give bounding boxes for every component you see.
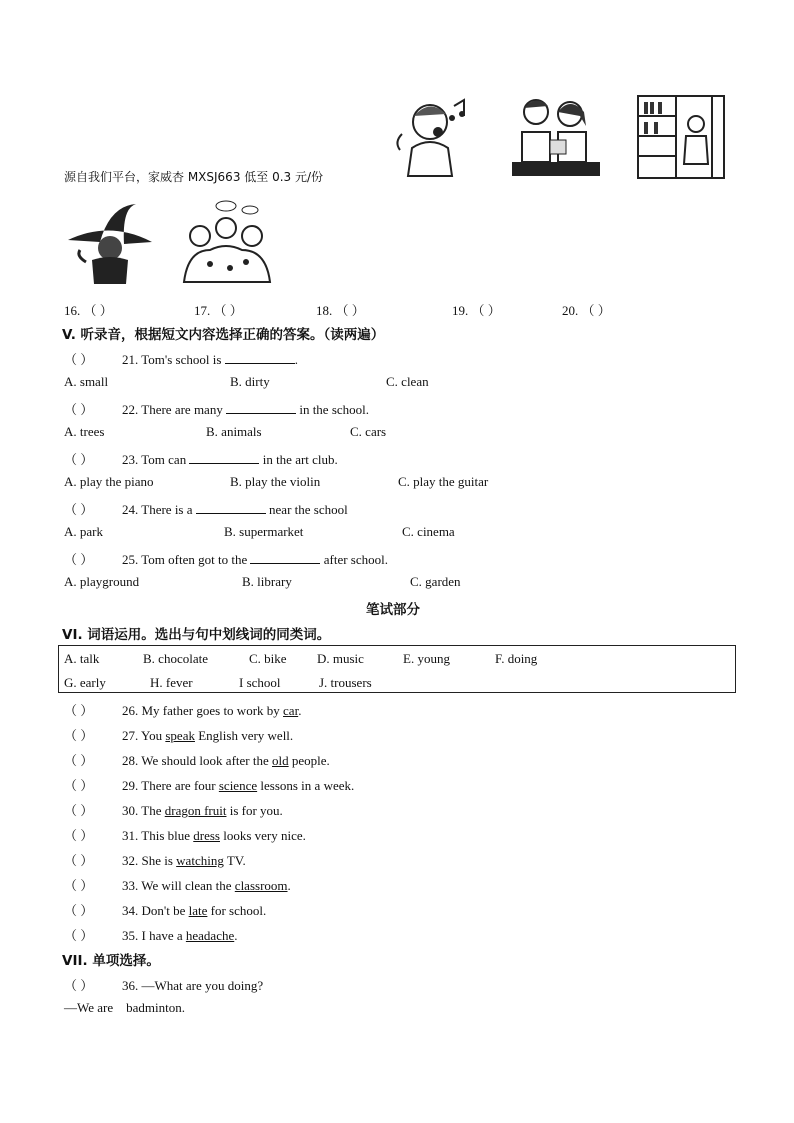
word-a: A. talk xyxy=(64,651,100,666)
question-26: （ ） 26. My father goes to work by car. xyxy=(64,703,302,718)
question-21: （ ） 21. Tom's school is . xyxy=(64,352,298,367)
section-7-title: VII. 单项选择。 xyxy=(62,953,160,969)
question-28: （ ） 28. We should look after the old people. xyxy=(64,753,330,768)
picture-answer-18[interactable]: 18. （ ） xyxy=(316,303,365,318)
question-31: （ ） 31. This blue dress looks very nice. xyxy=(64,828,306,843)
word-i: I school xyxy=(239,675,281,690)
question-36: （ ） 36. —What are you doing? xyxy=(64,978,264,993)
written-part-heading: 笔试部分 xyxy=(366,602,420,618)
word-d: D. music xyxy=(317,651,364,666)
picture-answer-17[interactable]: 17. （ ） xyxy=(194,303,243,318)
question-35: （ ） 35. I have a headache. xyxy=(64,928,238,943)
question-24: （ ） 24. There is a near the school xyxy=(64,502,348,517)
option-23b[interactable]: B. play the violin xyxy=(230,474,321,489)
question-30: （ ） 30. The dragon fruit is for you. xyxy=(64,803,283,818)
option-22a[interactable]: A. trees xyxy=(64,424,105,439)
word-c: C. bike xyxy=(249,651,287,666)
word-bank-box xyxy=(58,645,736,693)
word-j: J. trousers xyxy=(319,675,372,690)
two-children-desk-picture xyxy=(510,92,602,180)
singing-boy-picture xyxy=(388,92,474,178)
word-g: G. early xyxy=(64,675,106,690)
option-21b[interactable]: B. dirty xyxy=(230,374,270,389)
question-34: （ ） 34. Don't be late for school. xyxy=(64,903,267,918)
option-24c[interactable]: C. cinema xyxy=(402,524,455,539)
word-b: B. chocolate xyxy=(143,651,208,666)
picture-answer-19[interactable]: 19. （ ） xyxy=(452,303,501,318)
question-36-answer: —We are badminton. xyxy=(64,1000,185,1015)
option-25b[interactable]: B. library xyxy=(242,574,292,589)
option-23c[interactable]: C. play the guitar xyxy=(398,474,489,489)
question-25: （ ） 25. Tom often got to the after school. xyxy=(64,552,388,567)
hat-figure-picture xyxy=(66,202,154,286)
option-24b[interactable]: B. supermarket xyxy=(224,524,304,539)
word-f: F. doing xyxy=(495,651,538,666)
option-25c[interactable]: C. garden xyxy=(410,574,461,589)
question-32: （ ） 32. She is watching TV. xyxy=(64,853,246,868)
section-6-title: VI. 词语运用。选出与句中划线词的同类词。 xyxy=(62,627,331,643)
option-23a[interactable]: A. play the piano xyxy=(64,474,154,489)
option-22b[interactable]: B. animals xyxy=(206,424,262,439)
question-27: （ ） 27. You speak English very well. xyxy=(64,728,294,743)
source-note: 源自我们平台，家威杏 MXSJ663 低至 0.3 元/份 xyxy=(64,170,324,184)
option-22c[interactable]: C. cars xyxy=(350,424,387,439)
picture-answer-20[interactable]: 20. （ ） xyxy=(562,303,611,318)
section-5-title: V. 听录音，根据短文内容选择正确的答案。（读两遍） xyxy=(62,327,385,343)
children-group-picture xyxy=(180,198,272,284)
question-22: （ ） 22. There are many in the school. xyxy=(64,402,370,417)
question-23: （ ） 23. Tom can in the art club. xyxy=(64,452,338,467)
question-29: （ ） 29. There are four science lessons in a week. xyxy=(64,778,355,793)
picture-answer-16[interactable]: 16. （ ） xyxy=(64,303,113,318)
library-shelves-picture xyxy=(636,94,726,180)
option-24a[interactable]: A. park xyxy=(64,524,103,539)
word-e: E. young xyxy=(403,651,450,666)
word-h: H. fever xyxy=(150,675,193,690)
option-21a[interactable]: A. small xyxy=(64,374,109,389)
option-21c[interactable]: C. clean xyxy=(386,374,429,389)
question-33: （ ） 33. We will clean the classroom. xyxy=(64,878,291,893)
option-25a[interactable]: A. playground xyxy=(64,574,140,589)
